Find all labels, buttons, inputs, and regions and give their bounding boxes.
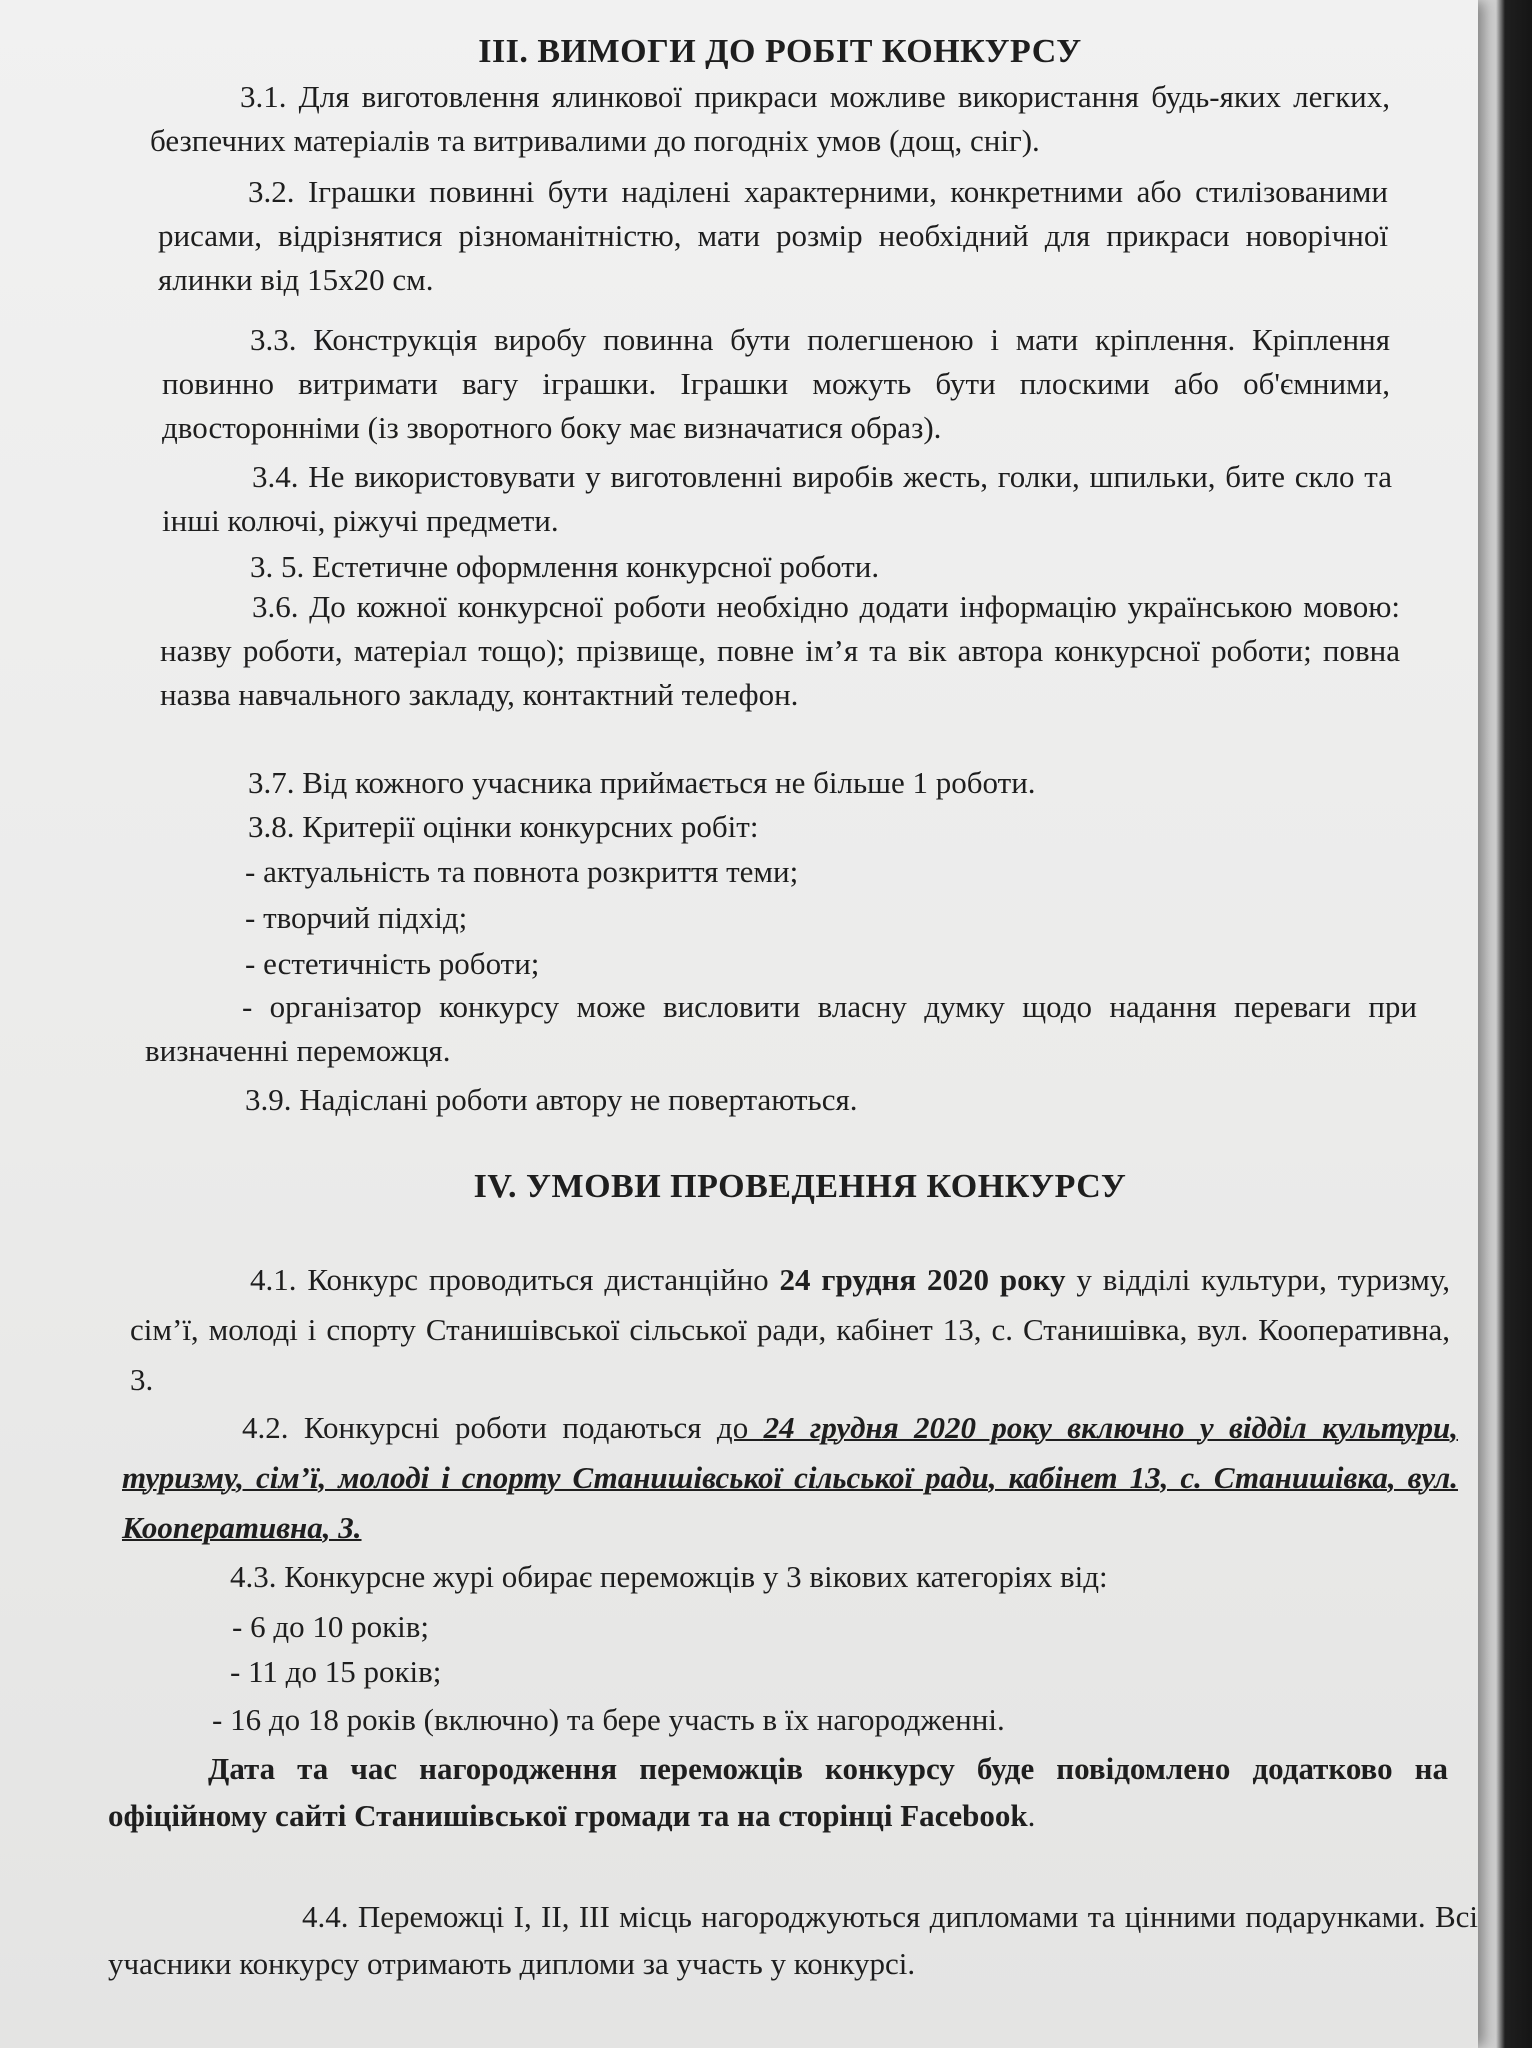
award-notice-text: Дата та час нагородження переможців конкурсу буде повідомлено додатково на офіційному сайті Станишівської громади та на сторінці Facebook <box>108 1751 1448 1833</box>
section-3-title: ІІІ. ВИМОГИ ДО РОБІТ КОНКУРСУ <box>478 33 1082 70</box>
deadline-prefix: до <box>716 1410 764 1445</box>
paragraph-4-1 <box>130 1255 1450 1405</box>
paragraph-3-6: 3.6. До кожної конкурсної роботи необхідно додати інформацію українською мовою: назву роботи, матеріал тощо); прізвище, повне ім’я та вік автора конкурсної роботи; повна назва навчального закладу, контактний телефон. <box>160 589 1400 712</box>
criteria-item: - творчий підхід; <box>245 900 468 935</box>
paragraph-4-4: 4.4. Переможці І, ІІ, ІІІ місць нагороджуються дипломами та цінними подарунками. Всі учасники конкурсу отримають дипломи за участь у конкурсі. <box>108 1899 1478 1981</box>
paragraph-3-2: 3.2. Іграшки повинні бути наділені характерними, конкретними або стилізованими рисами, відрізнятися різноманітністю, мати розмір необхідний для прикраси новорічної ялинки від 15х20 см. <box>158 174 1388 297</box>
age-category: - 11 до 15 років; <box>230 1654 442 1689</box>
paragraph-3-4: 3.4. Не використовувати у виготовленні виробів жесть, голки, шпильки, бите скло та інші колючі, ріжучі предмети. <box>162 459 1392 538</box>
paragraph-4-2 <box>122 1403 1458 1553</box>
criteria-item: - естетичність роботи; <box>245 946 540 981</box>
paragraph-3-9: 3.9. Надіслані роботи автору не повертаються. <box>245 1082 858 1117</box>
award-notice <box>108 1745 1448 1839</box>
criteria-item: - актуальність та повнота розкриття теми; <box>245 854 799 889</box>
criteria-item-organizer: - організатор конкурсу може висловити власну думку щодо надання переваги при визначенні переможця. <box>145 989 1417 1068</box>
contest-date: 24 грудня 2020 року <box>779 1262 1066 1297</box>
age-category: - 6 до 10 років; <box>232 1609 430 1644</box>
paragraph-4-1-lead: 4.1. Конкурс проводиться дистанційно <box>250 1262 780 1297</box>
section-4-title: IV. УМОВИ ПРОВЕДЕННЯ КОНКУРСУ <box>473 1168 1127 1205</box>
paragraph-3-3: 3.3. Конструкція виробу повинна бути полегшеною і мати кріплення. Кріплення повинно витримати вагу іграшки. Іграшки можуть бути плоскими або об'ємними, двосторонніми (із зворотного боку має визначатися образ). <box>162 322 1390 445</box>
paragraph-3-5: 3. 5. Естетичне оформлення конкурсної роботи. <box>250 549 880 584</box>
paragraph-3-1: 3.1. Для виготовлення ялинкової прикраси можливе використання будь-яких легких, безпечних матеріалів та витривалими до погодніх умов (дощ, сніг). <box>150 79 1390 158</box>
deadline-details: 24 грудня 2020 року включно у відділ культури, туризму, сім’ї, молоді і спорту Станишівської сільської ради, кабінет 13, с. Станишівка, вул. Кооперативна, 3. <box>122 1410 1458 1545</box>
paragraph-3-8: 3.8. Критерії оцінки конкурсних робіт: <box>248 809 759 844</box>
paragraph-3-7: 3.7. Від кожного учасника приймається не більше 1 роботи. <box>248 765 1036 800</box>
paragraph-4-1-rest: у відділі культури, туризму, сім’ї, молоді і спорту Станишівської сільської ради, кабінет 13, с. Станишівка, вул. Кооперативна, 3. <box>130 1262 1450 1397</box>
paragraph-4-3: 4.3. Конкурсне журі обирає переможців у 3 вікових категоріях від: <box>230 1559 1108 1594</box>
paragraph-4-2-lead: 4.2. Конкурсні роботи подаються <box>242 1410 717 1445</box>
background-edge <box>1472 0 1532 2048</box>
award-notice-period: . <box>1027 1798 1036 1833</box>
age-category: - 16 до 18 років (включно) та бере участь в їх нагородженні. <box>212 1702 1005 1737</box>
